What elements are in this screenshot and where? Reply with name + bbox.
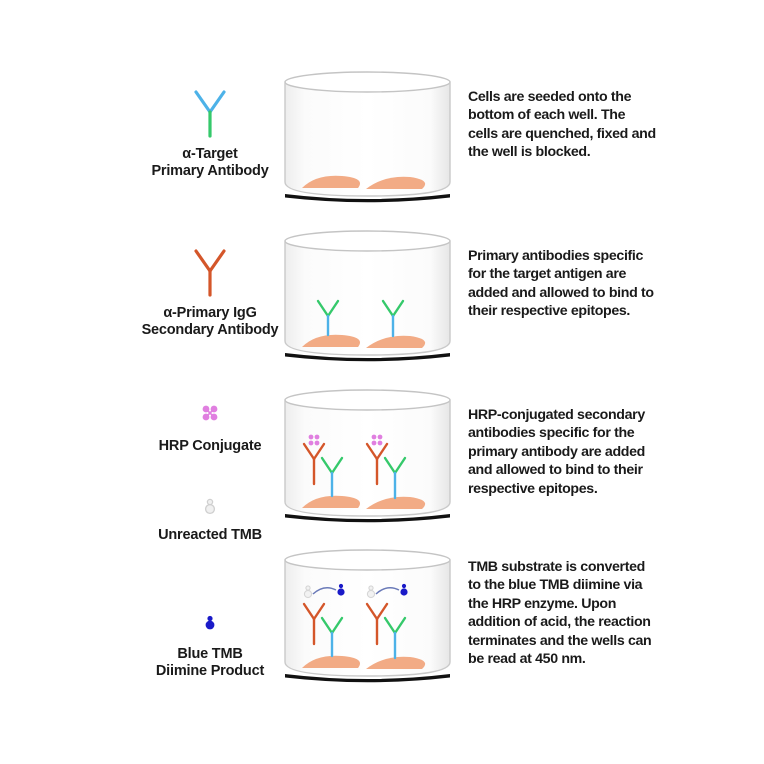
legend-step-4-line1: Blue TMB xyxy=(177,646,243,662)
legend-step-1-line1: α-Target xyxy=(182,146,238,162)
well-step-4 xyxy=(280,548,455,688)
legend-step-3-line2: Unreacted TMB xyxy=(158,527,262,544)
caption-step-1: Cells are seeded onto the bottom of each well. The cells are quenched, fixed and the well is blocked. xyxy=(468,89,656,161)
legend-step-2-line2: Secondary Antibody xyxy=(141,322,279,339)
well-illustration-4 xyxy=(280,548,455,688)
well-step-1 xyxy=(280,70,455,205)
well-illustration-1 xyxy=(280,70,455,205)
caption-step-3: HRP-conjugated secondary antibodies specific for the primary antibody are added and allowed to bind to their respective epitopes. xyxy=(468,407,645,497)
caption-step-4: TMB substrate is converted to the blue TMB diimine via the HRP enzyme. Upon addition of acid, the reaction terminates and the wells can be read at 450 nm. xyxy=(468,559,652,668)
caption-step-2: Primary antibodies specific for the target antigen are added and allowed to bind to their respective epitopes. xyxy=(468,248,654,320)
legend-step-2-line1: α-Primary IgG xyxy=(163,305,257,321)
well-illustration-2 xyxy=(280,229,455,364)
well-step-2 xyxy=(280,229,455,364)
well-step-3 xyxy=(280,388,455,528)
legend-step-3-line1: HRP Conjugate xyxy=(158,438,262,454)
legend-step-1-line2: Primary Antibody xyxy=(151,163,269,180)
well-illustration-3 xyxy=(280,388,455,528)
legend-step-4-line2: Diimine Product xyxy=(155,663,265,680)
